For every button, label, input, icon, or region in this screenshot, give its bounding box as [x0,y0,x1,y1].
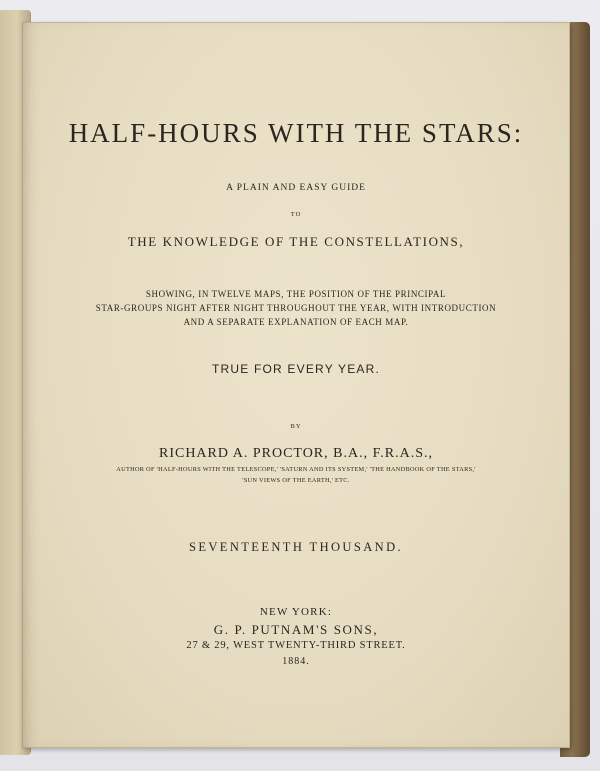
by-label: BY [290,423,302,430]
publisher-name: G. P. PUTNAM'S SONS, [213,622,379,637]
description-line: STAR-GROUPS NIGHT AFTER NIGHT THROUGHOUT THE YEAR, WITH INTRODUCTION [95,303,497,313]
author-name: RICHARD A. PROCTOR, B.A., F.R.A.S., [158,446,433,461]
author-works-line: 'SUN VIEWS OF THE EARTH,' ETC. [242,477,350,484]
publication-year: 1884. [282,656,310,667]
description-line: AND A SEPARATE EXPLANATION OF EACH MAP. [183,317,409,327]
book-title: HALF-HOURS WITH THE STARS: [68,118,524,148]
publisher-address: 27 & 29, WEST TWENTY-THIRD STREET. [186,640,406,651]
subtitle-constellations: THE KNOWLEDGE OF THE CONSTELLATIONS, [127,234,465,249]
publisher-city: NEW YORK: [259,606,333,618]
author-works-line: AUTHOR OF 'HALF-HOURS WITH THE TELESCOPE,' 'SATURN AND ITS SYSTEM,' 'THE HANDBOOK OF THE STARS,' [116,466,476,473]
subtitle: A PLAIN AND EASY GUIDE [226,183,366,193]
subtitle-connector: TO [290,211,302,218]
edition-note: SEVENTEENTH THOUSAND. [188,540,404,554]
description-line: SHOWING, IN TWELVE MAPS, THE POSITION OF THE PRINCIPAL [145,289,447,299]
tagline: TRUE FOR EVERY YEAR. [211,362,381,376]
